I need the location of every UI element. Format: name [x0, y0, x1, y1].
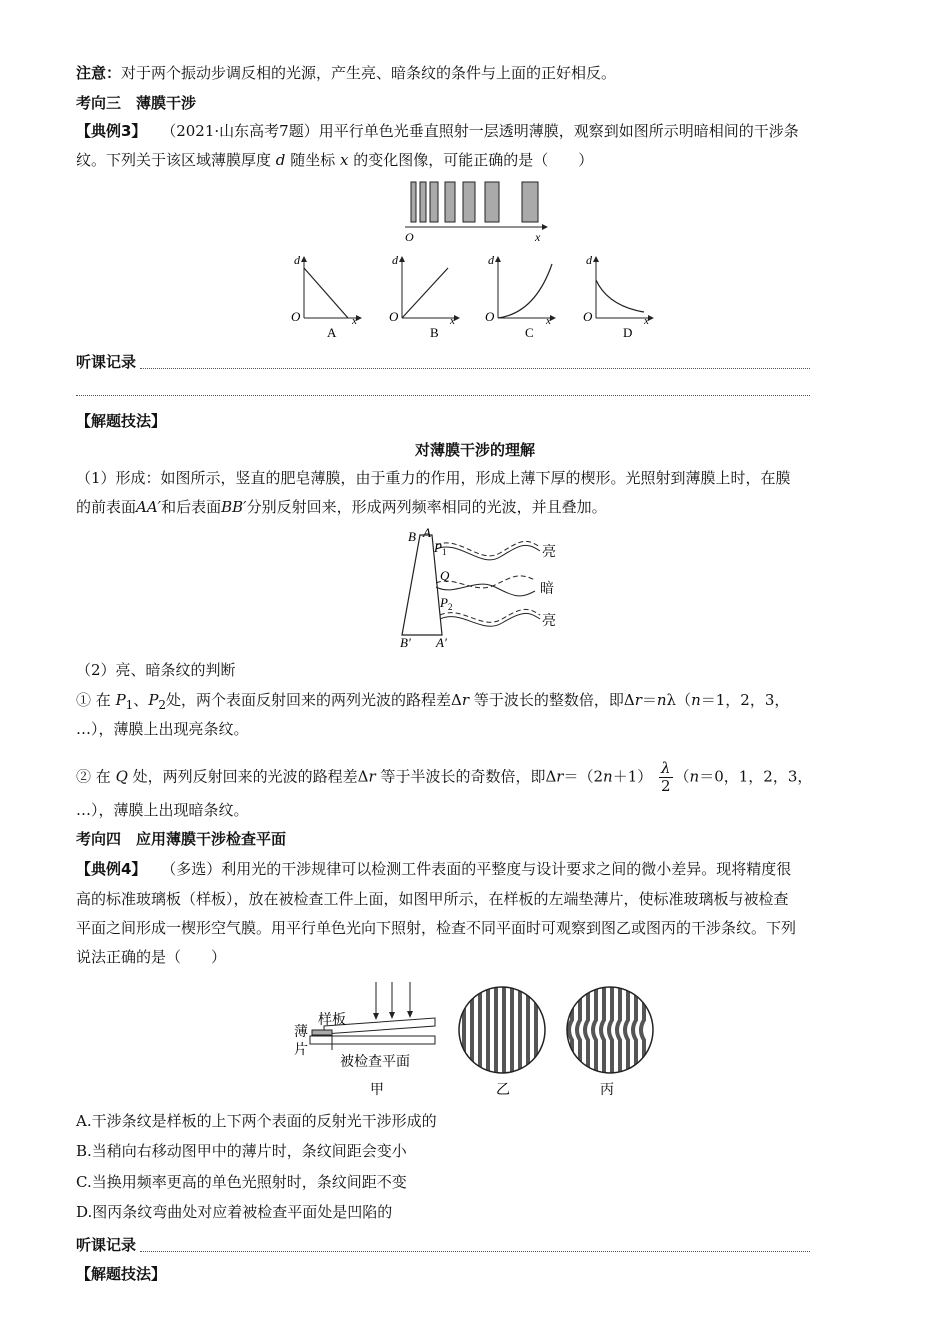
wave-bright1-solid	[436, 545, 540, 560]
film-p1-b: 和后表面	[161, 498, 222, 516]
fig-label-bprime: B′	[400, 635, 411, 650]
example4-line2: 高的标准玻璃板（样板），放在被检查工件上面，如图甲所示，在样板的左端垫薄片，使标准玻璃板与被检查	[76, 890, 789, 908]
label-aa: AA′	[136, 498, 162, 516]
example3-source: （2021·山东高考7题）	[161, 122, 319, 140]
p4-d: ＝（2	[563, 767, 604, 786]
film-p3-line2: …），薄膜上出现亮条纹。	[76, 720, 249, 738]
strip-origin: O	[405, 230, 414, 244]
fraction-numerator: λ	[661, 759, 671, 777]
graph-d	[593, 256, 654, 321]
p4-n2: n	[689, 767, 700, 786]
fig-jia-shim1: 薄	[294, 1024, 308, 1040]
example4-text1: 利用光的干涉规律可以检测工件表面的平整度与设计要求之间的微小差异。现将精度很	[221, 860, 792, 878]
note-paragraph	[76, 63, 876, 83]
graph-b-o: O	[389, 309, 399, 324]
p4-r1: r	[368, 767, 376, 786]
option-c[interactable]: C.当换用频率更高的单色光照射时，条纹间距不变	[76, 1173, 407, 1191]
example4-label: 【典例4】	[76, 860, 147, 878]
graph-a-caption: A	[327, 325, 337, 340]
notes-line-3[interactable]	[140, 1251, 810, 1252]
option-b[interactable]: B.当稍向右移动图甲中的薄片时，条纹间距会变小	[76, 1142, 407, 1160]
graph-b-d: d	[392, 253, 398, 267]
p3-d: ＝	[641, 691, 657, 709]
fig-label-a: A	[423, 525, 431, 540]
example3-label: 【典例3】	[76, 122, 147, 140]
var-x: x	[339, 151, 349, 169]
fig-jia-surface: 被检查平面	[340, 1054, 410, 1070]
section4-title: 考向四 应用薄膜干涉检查平面	[76, 830, 287, 848]
p3-b: 处，两个表面反射回来的两列光波的路程差Δ	[166, 691, 462, 709]
p4-a: ② 在	[76, 767, 111, 786]
example3-line2	[76, 150, 876, 170]
film-p4-line2: …），薄膜上出现暗条纹。	[76, 801, 249, 819]
example4-figure	[290, 980, 670, 1100]
fig-label-aprime: A′	[436, 635, 447, 650]
p3-r1: r	[461, 691, 470, 709]
strip-x-label: x	[535, 230, 541, 244]
example4-tag: （多选）	[161, 860, 222, 878]
technique-label-2: 【解题技法】	[76, 1265, 167, 1283]
example3-text2b: 随坐标	[290, 151, 336, 169]
fig-label-dark: 暗	[540, 581, 554, 597]
example4-line3: 平面之间形成一楔形空气膜。用平行单色光向下照射，检查不同平面时可观察到图乙或图丙的干涉条纹。下列	[76, 919, 797, 937]
graph-d-x: x	[644, 315, 649, 327]
graph-c-d: d	[488, 253, 494, 267]
p3-sub2: 2	[158, 698, 167, 712]
graph-c-o: O	[485, 309, 495, 324]
note-label: 注意：	[76, 64, 122, 82]
notes-line-2[interactable]	[76, 395, 810, 396]
label-bb: BB′	[221, 498, 247, 516]
film-p1-c: 分别反射回来，形成两列频率相同的光波，并且叠加。	[246, 498, 607, 516]
p3-f: ＝1，2，3，	[700, 691, 790, 709]
fig-label-p1: $P_1$	[434, 540, 447, 557]
film-p3-line1	[76, 690, 876, 715]
example3-text1: 用平行单色光垂直照射一层透明薄膜，观察到如图所示明暗相间的干涉条	[318, 122, 799, 140]
fig-bing-fringes	[567, 980, 653, 1080]
example4-line4: 说法正确的是（ ）	[76, 948, 227, 966]
film-p1-line2	[76, 497, 876, 517]
fig-label-p2: $P_2$	[440, 595, 453, 612]
p4-b: 处，两列反射回来的光波的路程差Δ	[132, 767, 369, 786]
fig-yi-caption: 乙	[496, 1082, 510, 1098]
film-p4-line1	[76, 760, 876, 795]
example4-line1	[76, 859, 876, 879]
wave-bright2-dashed	[440, 609, 540, 622]
option-a[interactable]: A.干涉条纹是样板的上下两个表面的反射光干涉形成的	[76, 1112, 437, 1130]
wave-dark-solid	[436, 584, 535, 596]
p4-n1: n	[603, 767, 613, 786]
example3-text2c: 的变化图像，可能正确的是（ ）	[353, 151, 594, 169]
p3-e: λ（	[666, 691, 692, 709]
wave-bright2-solid	[440, 613, 540, 626]
p4-r2: r	[556, 767, 564, 786]
fig-jia-shim2: 片	[294, 1042, 308, 1058]
note-text: 对于两个振动步调反相的光源，产生亮、暗条纹的条件与上面的正好相反。	[121, 64, 617, 82]
film-p2-title: （2）亮、暗条纹的判断	[76, 661, 236, 679]
p4-c: 等于半波长的奇数倍，即Δ	[380, 767, 557, 786]
p4-g: ＝0，1，2，3，	[699, 767, 813, 786]
wave-bright1-dashed	[436, 541, 540, 556]
fringe-strip	[405, 182, 548, 230]
fraction-lambda-over-2	[659, 760, 673, 795]
p3-sub1: 1	[125, 698, 134, 712]
fig-jia-caption: 甲	[370, 1082, 384, 1098]
p4-e: ＋1）	[612, 767, 653, 786]
p3-p1: P	[115, 691, 126, 709]
p3-c: 等于波长的整数倍，即Δ	[473, 691, 635, 709]
example3-text2a: 纹。下列关于该区域薄膜厚度	[76, 151, 272, 169]
film-p1-line1: （1）形成：如图所示，竖直的肥皂薄膜，由于重力的作用，形成上薄下厚的楔形。光照射到薄膜上时，在膜	[76, 469, 791, 487]
graph-b-caption: B	[430, 325, 439, 340]
p4-f: （	[674, 767, 690, 786]
fig-label-bright2: 亮	[542, 613, 556, 629]
wave-dark-dashed	[436, 576, 535, 588]
graph-d-d: d	[586, 253, 592, 267]
p3-n1: n	[656, 691, 667, 709]
example3-figure	[280, 178, 680, 343]
soap-film-figure	[390, 525, 570, 650]
fig-label-bright1: 亮	[542, 544, 556, 560]
graph-d-caption: D	[623, 325, 633, 340]
fig-label-q: Q	[440, 568, 450, 583]
notes-line-1[interactable]	[140, 368, 810, 369]
graph-c-x: x	[546, 315, 551, 327]
graph-b-x: x	[450, 315, 455, 327]
p3-p2: P	[148, 691, 159, 709]
p4-q: Q	[115, 767, 128, 786]
fraction-denominator: 2	[661, 777, 671, 795]
p3-a: ① 在	[76, 691, 111, 709]
graph-a	[301, 256, 362, 321]
p3-r2: r	[634, 691, 642, 709]
var-d: d	[275, 151, 286, 169]
example3-line1	[76, 121, 876, 141]
graph-c	[495, 256, 556, 321]
film-heading: 对薄膜干涉的理解	[414, 441, 535, 459]
p3-n2: n	[691, 691, 701, 709]
fig-yi-fringes	[459, 980, 545, 1080]
fig-bing-caption: 丙	[600, 1082, 614, 1098]
fig-jia-sample: 样板	[318, 1012, 346, 1028]
graph-b	[399, 256, 460, 321]
graph-d-o: O	[583, 309, 593, 324]
film-p1-a: 的前表面	[76, 498, 137, 516]
section3-title: 考向三 薄膜干涉	[76, 94, 197, 112]
graph-a-o: O	[291, 309, 301, 324]
p3-sep: 、	[133, 691, 149, 709]
listen-record-label-2: 听课记录	[76, 1236, 137, 1254]
listen-record-label-1: 听课记录	[76, 353, 137, 371]
graph-a-x: x	[352, 315, 357, 327]
graph-c-caption: C	[525, 325, 534, 340]
graph-a-d: d	[294, 253, 300, 267]
fig-label-b: B	[408, 529, 416, 544]
technique-label-1: 【解题技法】	[76, 412, 167, 430]
option-d[interactable]: D.图丙条纹弯曲处对应着被检查平面处是凹陷的	[76, 1203, 393, 1221]
